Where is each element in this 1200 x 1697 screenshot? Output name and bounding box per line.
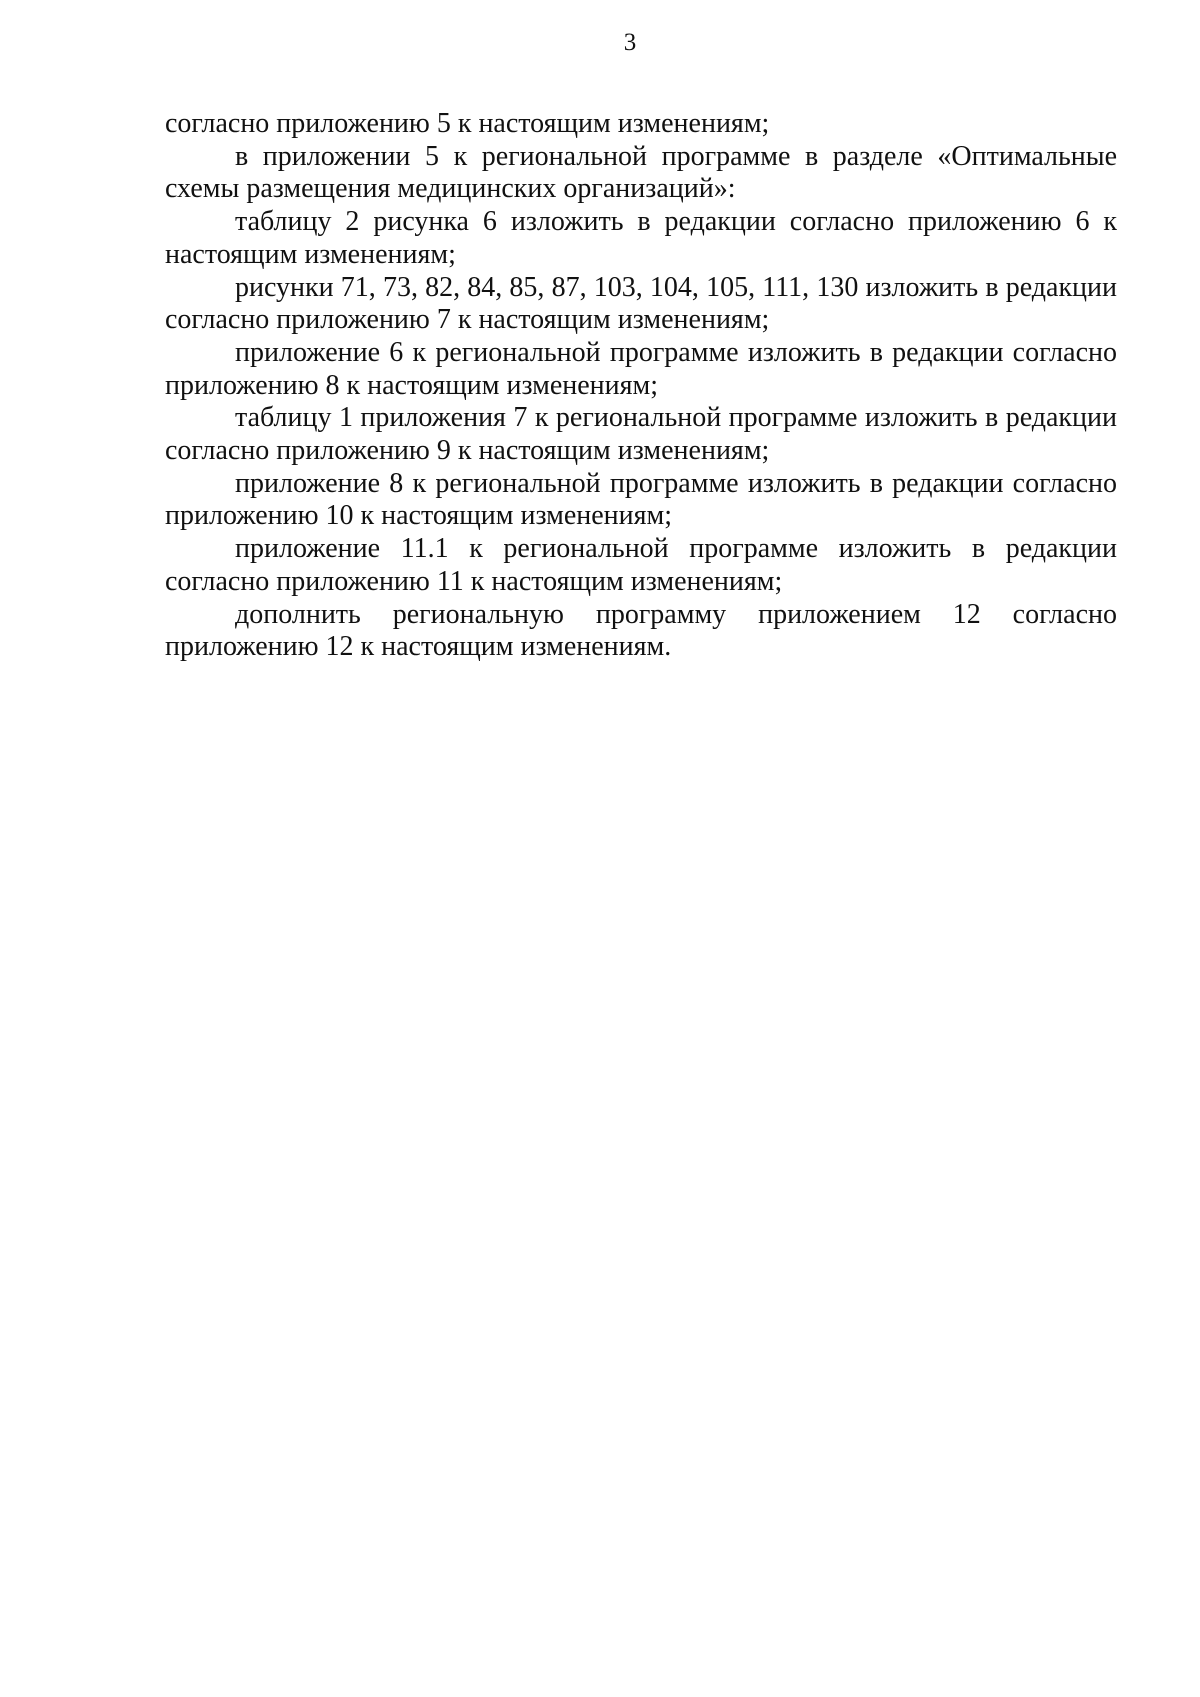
paragraph-2: в приложении 5 к региональной программе в разделе «Оптимальные схемы размещения медицинских организаций»: xyxy=(165,140,1117,205)
paragraph-9: дополнить региональную программу приложением 12 согласно приложению 12 к настоящим изменениям. xyxy=(165,598,1117,663)
paragraph-1: согласно приложению 5 к настоящим изменениям; xyxy=(165,108,770,139)
paragraph-4: рисунки 71, 73, 82, 84, 85, 87, 103, 104, 105, 111, 130 изложить в редакции согласно приложению 7 к настоящим изменениям; xyxy=(165,271,1117,336)
document-body xyxy=(165,108,1117,664)
paragraph-7: приложение 8 к региональной программе изложить в редакции согласно приложению 10 к настоящим изменениям; xyxy=(165,467,1117,532)
page-number: 3 xyxy=(623,29,637,56)
paragraph-6: таблицу 1 приложения 7 к региональной программе изложить в редакции согласно приложению 9 к настоящим изменениям; xyxy=(165,402,1117,467)
paragraph-5: приложение 6 к региональной программе изложить в редакции согласно приложению 8 к настоящим изменениям; xyxy=(165,336,1117,401)
paragraph-3: таблицу 2 рисунка 6 изложить в редакции согласно приложению 6 к настоящим изменениям; xyxy=(165,206,1117,270)
paragraph-8: приложение 11.1 к региональной программе изложить в редакции согласно приложению 11 к настоящим изменениям; xyxy=(165,533,1117,597)
